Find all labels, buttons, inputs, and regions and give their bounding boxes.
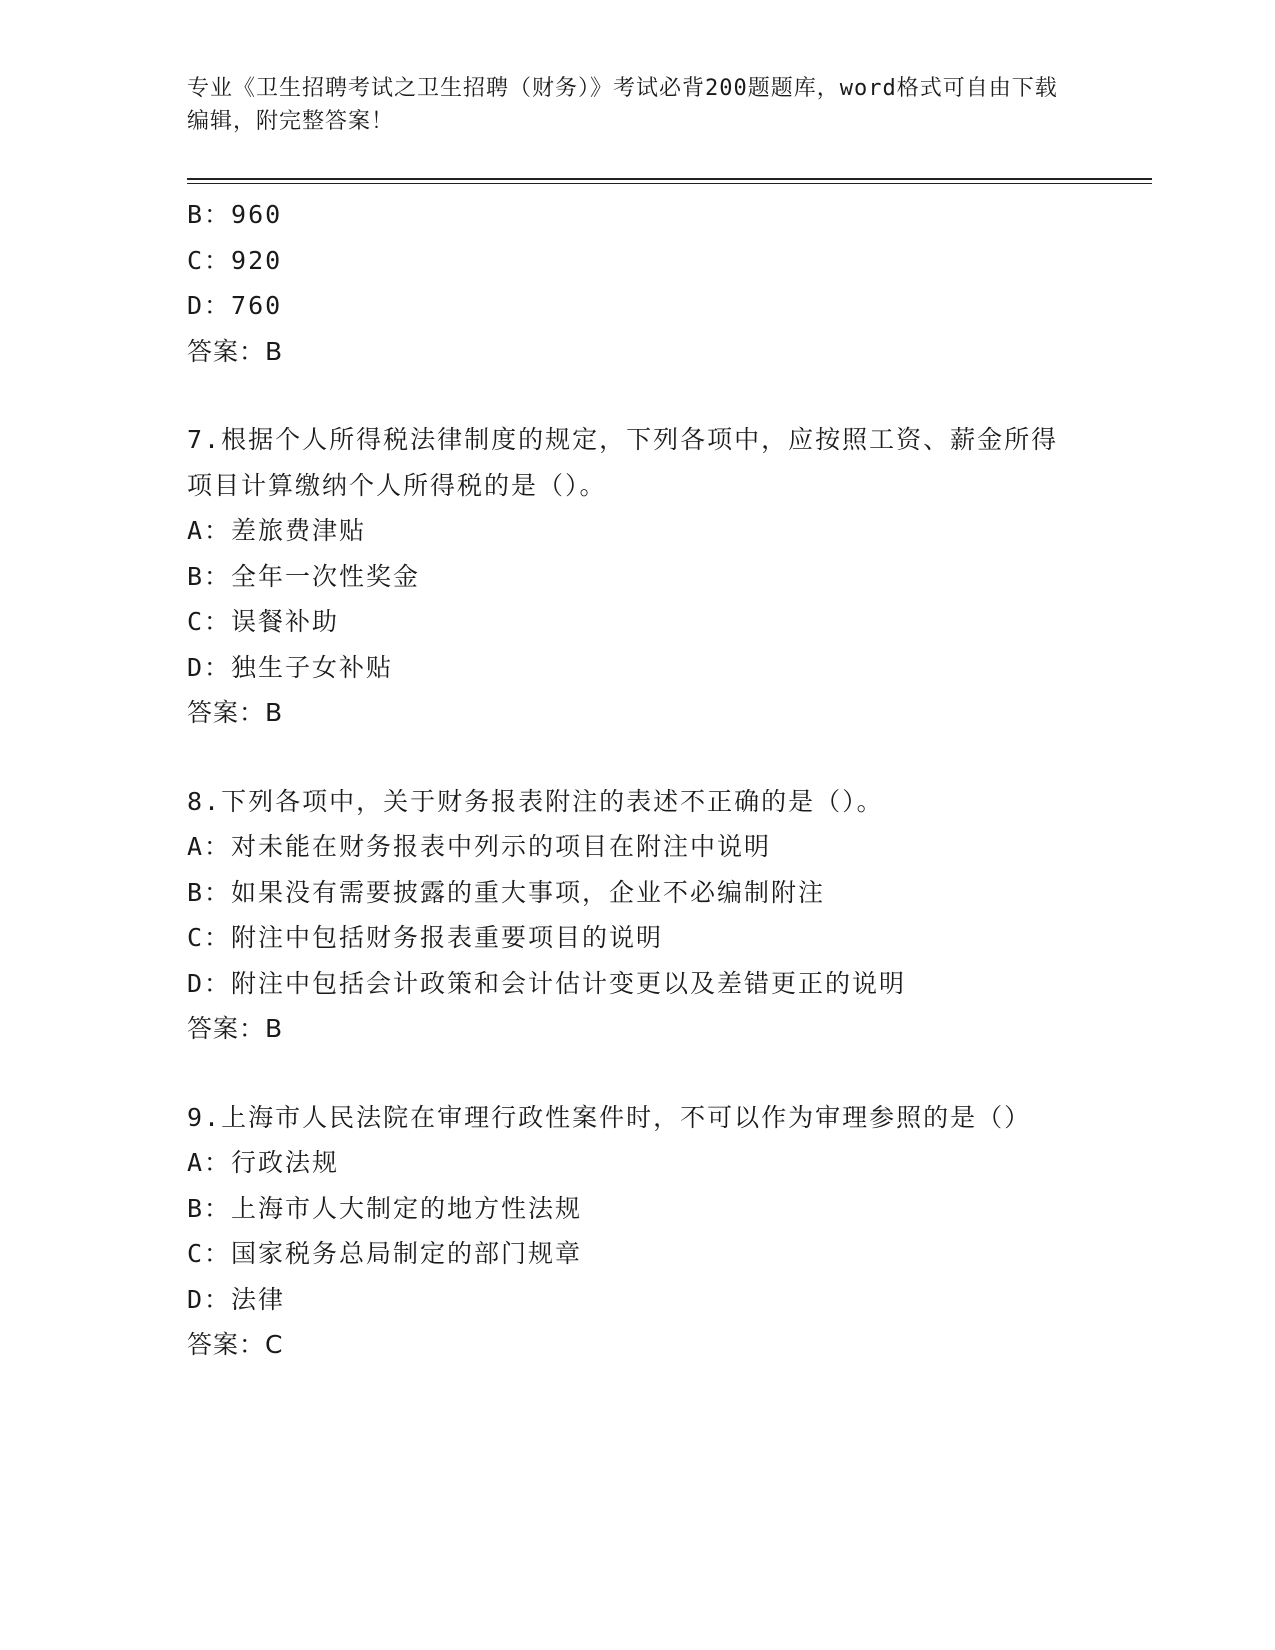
spacer [187, 374, 1067, 417]
option-b: B：960 [187, 200, 283, 229]
question-stem: 9.上海市人民法院在审理行政性案件时，不可以作为审理参照的是（） [187, 1102, 1032, 1132]
option-c: C：国家税务总局制定的部门规章 [187, 1239, 583, 1268]
answer-line: 答案：B [187, 336, 284, 366]
option-b: B：上海市人大制定的地方性法规 [187, 1193, 583, 1223]
document-header [187, 72, 1067, 138]
option-b: B：如果没有需要披露的重大事项，企业不必编制附注 [187, 877, 826, 907]
question-block-9 [187, 1095, 1067, 1368]
option-c: C：920 [187, 245, 283, 275]
answer-line: 答案：B [187, 698, 284, 727]
answer-line: 答案：B [187, 1014, 284, 1043]
question-stem: 7.根据个人所得税法律制度的规定，下列各项中，应按照工资、薪金所得项目计算缴纳个人所得税的是（）。 [187, 425, 1059, 500]
question-block-previous [187, 192, 1067, 374]
option-a: A：差旅费津贴 [187, 516, 367, 545]
option-d: D：法律 [187, 1284, 286, 1314]
question-block-7 [187, 417, 1067, 736]
option-c: C：误餐补助 [187, 607, 340, 636]
spacer [187, 1052, 1067, 1095]
option-d: D：760 [187, 291, 283, 320]
option-d: D：附注中包括会计政策和会计估计变更以及差错更正的说明 [187, 968, 907, 998]
header-rule-thin [187, 183, 1152, 184]
option-d: D：独生子女补贴 [187, 652, 394, 682]
header-rule-thick [187, 178, 1152, 180]
question-stem: 8.下列各项中，关于财务报表附注的表述不正确的是（）。 [187, 786, 884, 816]
option-c: C：附注中包括财务报表重要项目的说明 [187, 923, 664, 952]
option-b: B：全年一次性奖金 [187, 561, 421, 591]
answer-line: 答案：C [187, 1330, 284, 1359]
option-a: A：行政法规 [187, 1148, 340, 1177]
question-list [187, 192, 1067, 1368]
question-block-8 [187, 779, 1067, 1052]
spacer [187, 736, 1067, 779]
option-a: A：对未能在财务报表中列示的项目在附注中说明 [187, 832, 772, 861]
document-title: 专业《卫生招聘考试之卫生招聘（财务）》考试必背200题题库，word格式可自由下载编辑，附完整答案！ [187, 76, 1058, 134]
